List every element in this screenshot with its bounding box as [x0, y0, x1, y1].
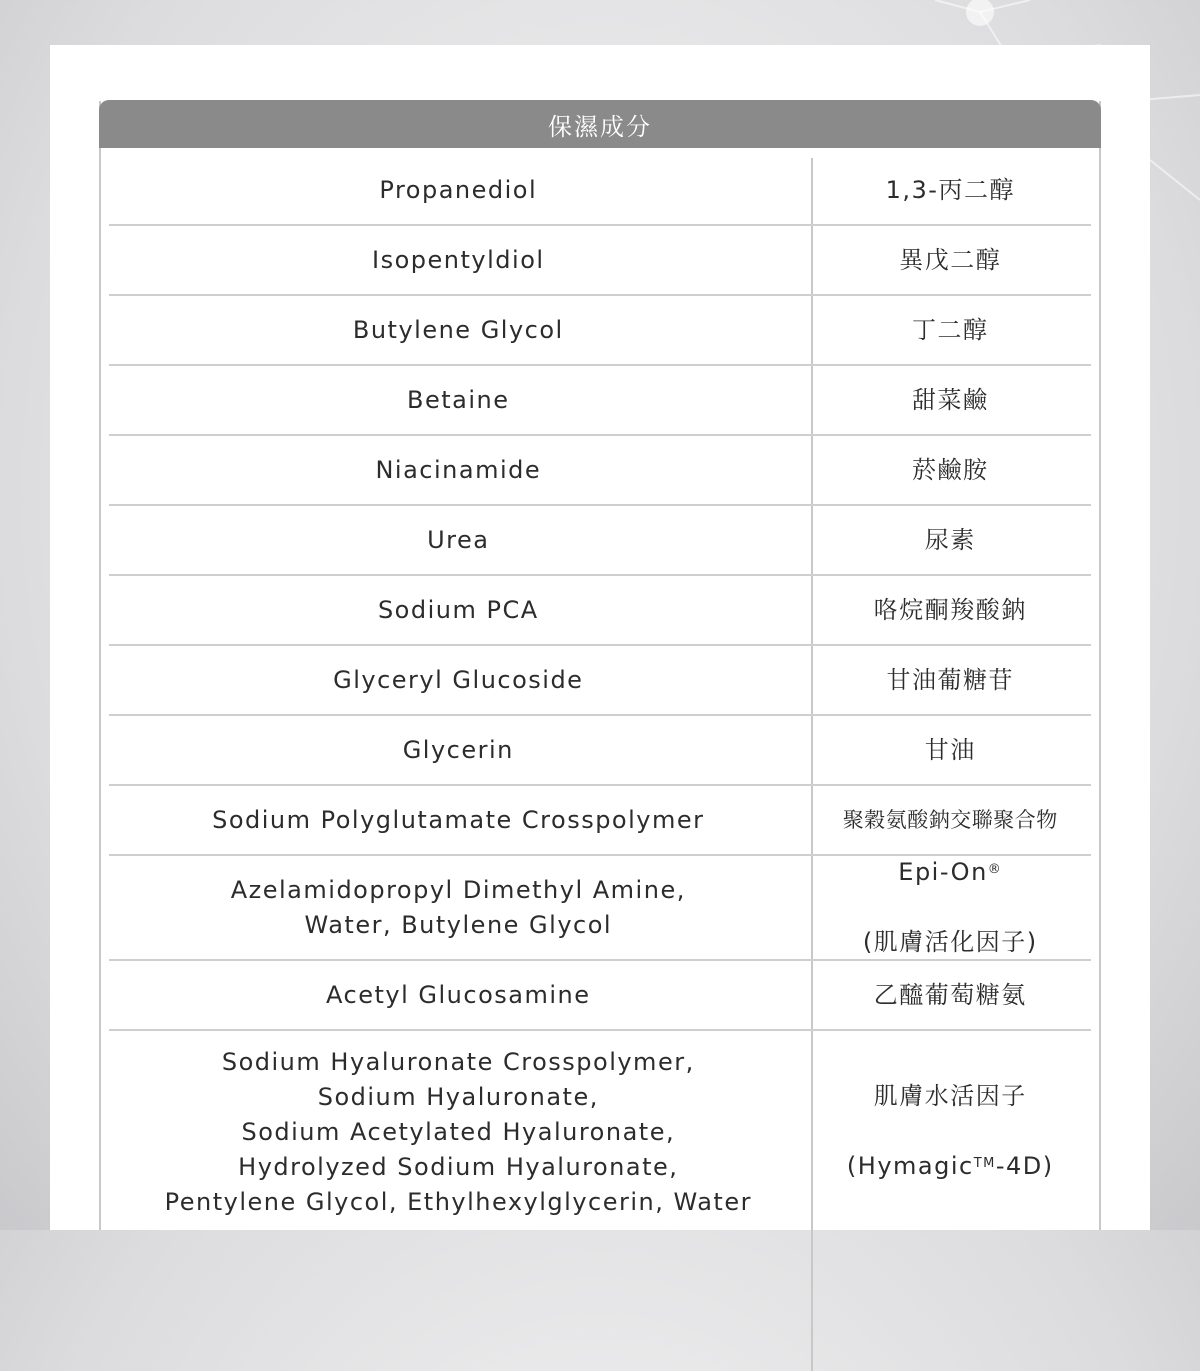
table-row	[109, 576, 1091, 646]
ingredient-zh: 丁二醇	[912, 315, 989, 344]
ingredient-en: Niacinamide	[375, 455, 542, 484]
hymagic-prefix: (Hymagic	[846, 1151, 974, 1180]
ingredient-zh: 甜菜鹼	[912, 385, 989, 414]
ingredient-en: Glyceryl Glucoside	[333, 665, 584, 694]
ingredient-en: Sodium Hyaluronate Crosspolymer, Sodium Hyaluronate, Sodium Acetylated Hyaluronate, Hydrolyzed Sodium Hyaluronate, Pentylene Glycol, Ethylhexylglycerin, Water	[164, 1048, 752, 1216]
ingredient-en: Betaine	[407, 385, 510, 414]
ingredient-zh: 甘油	[924, 735, 976, 764]
ingredient-en: Isopentyldiol	[372, 245, 545, 274]
ingredient-zh: 尿素	[924, 525, 976, 554]
table-row	[109, 716, 1091, 786]
ingredient-en: Azelamidopropyl Dimethyl Amine, Water, Butylene Glycol	[230, 875, 686, 939]
table-body	[101, 148, 1099, 1231]
hymagic-suffix: -4D)	[995, 1151, 1054, 1180]
content-card	[50, 45, 1150, 1230]
table-row	[109, 506, 1091, 576]
table-row	[109, 296, 1091, 366]
trademark: TM	[973, 1155, 996, 1171]
ingredient-en: Propanediol	[379, 175, 538, 204]
table-row	[109, 856, 1091, 961]
ingredient-en: Urea	[427, 525, 490, 554]
ingredient-zh: 乙醯葡萄糖氨	[873, 980, 1027, 1009]
ingredient-zh: 異戊二醇	[899, 245, 1002, 274]
table-row	[109, 961, 1091, 1031]
ingredient-zh	[810, 856, 1091, 959]
ingredient-en: Glycerin	[402, 735, 514, 764]
table-row	[109, 156, 1091, 226]
table-row	[109, 226, 1091, 296]
ingredient-zh	[810, 1031, 1091, 1231]
table-row	[109, 436, 1091, 506]
epi-on-desc: (肌膚活化因子)	[862, 928, 1038, 956]
table-header: 保濕成分	[99, 100, 1101, 148]
table-row	[109, 1031, 1091, 1231]
epi-on-name: Epi-On	[898, 858, 988, 886]
ingredient-zh: 1,3-丙二醇	[885, 175, 1015, 204]
ingredient-zh: 菸鹼胺	[912, 455, 989, 484]
ingredient-zh: 咯烷酮羧酸鈉	[873, 595, 1027, 624]
table-row	[109, 366, 1091, 436]
ingredient-en: Acetyl Glucosamine	[326, 980, 591, 1009]
ingredient-zh: 聚穀氨酸鈉交聯聚合物	[842, 807, 1058, 832]
table-row	[109, 646, 1091, 716]
hymagic-desc: 肌膚水活因子	[873, 1081, 1027, 1110]
ingredients-table	[99, 101, 1101, 1230]
ingredient-zh: 甘油葡糖苷	[886, 665, 1015, 694]
registered-mark: ®	[987, 862, 1003, 877]
ingredient-en: Butylene Glycol	[352, 315, 564, 344]
ingredient-en: Sodium PCA	[377, 595, 539, 624]
ingredient-en: Sodium Polyglutamate Crosspolymer	[212, 805, 705, 834]
